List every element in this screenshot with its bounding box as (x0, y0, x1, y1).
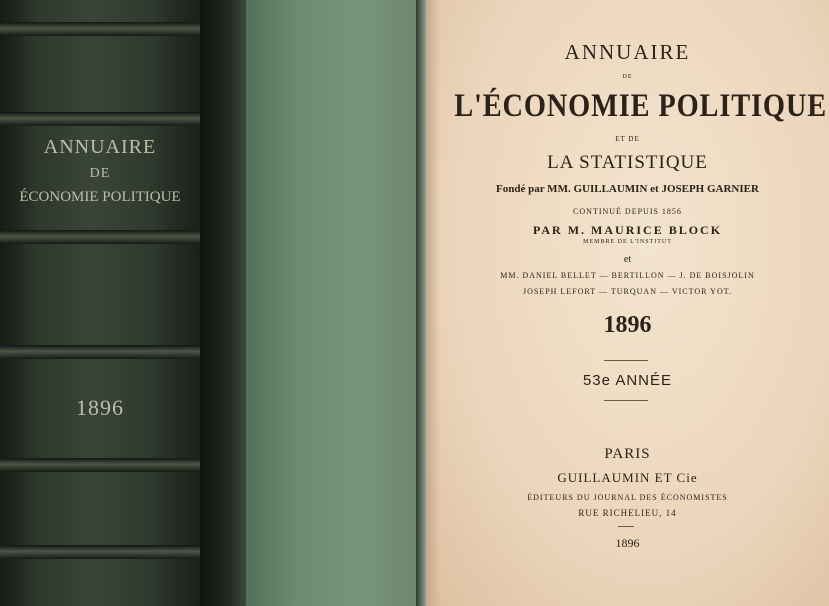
annuaire-heading: ANNUAIRE (564, 40, 691, 64)
spine-band (0, 458, 200, 472)
divider (604, 360, 648, 361)
spine-band (0, 112, 200, 126)
et-de-label: ET DE (615, 135, 640, 143)
publisher-label: GUILLAUMIN ET Cie (557, 470, 698, 485)
city-label: PARIS (604, 446, 651, 462)
spine-year: 1896 (76, 395, 124, 420)
spine-band (0, 22, 200, 36)
spine-band (0, 345, 200, 359)
de-label: DE (622, 74, 633, 80)
book-spine (0, 0, 200, 606)
cover-edge (416, 0, 426, 606)
membre-line: MEMBRE DE L'INSTITUT (583, 239, 672, 245)
contributors-line1: MM. DANIEL BELLET — BERTILLON — J. DE BOISJOLIN (500, 271, 755, 280)
divider (604, 400, 648, 401)
editeurs-label: ÉDITEURS DU JOURNAL DES ÉCONOMISTES (527, 493, 728, 502)
contributors-line2: JOSEPH LEFORT — TURQUAN — VICTOR YOT. (522, 287, 733, 296)
spine-title-line3: ÉCONOMIE POLITIQUE (19, 189, 181, 205)
short-divider (618, 526, 634, 527)
spine-hinge (200, 0, 246, 606)
author-line: PAR M. MAURICE BLOCK (532, 223, 723, 237)
la-statistique: LA STATISTIQUE (547, 152, 708, 173)
book-cover (246, 0, 424, 606)
edition-label: 53e ANNÉE (582, 372, 673, 389)
main-title: L'ÉCONOMIE POLITIQUE (454, 88, 828, 124)
founded-line: Fondé par MM. GUILLAUMIN et JOSEPH GARNIER (496, 183, 759, 195)
address-label: RUE RICHELIEU, 14 (578, 508, 677, 518)
bottom-year: 1896 (615, 536, 640, 550)
et-line: et (623, 254, 632, 265)
spine-title-line2: DE (89, 166, 111, 181)
spine-title-line1: ANNUAIRE (43, 136, 157, 158)
year-heading: 1896 (603, 312, 652, 338)
continued-line: CONTINUÉ DEPUIS 1856 (573, 207, 682, 216)
spine-band (0, 230, 200, 244)
spine-band (0, 545, 200, 559)
